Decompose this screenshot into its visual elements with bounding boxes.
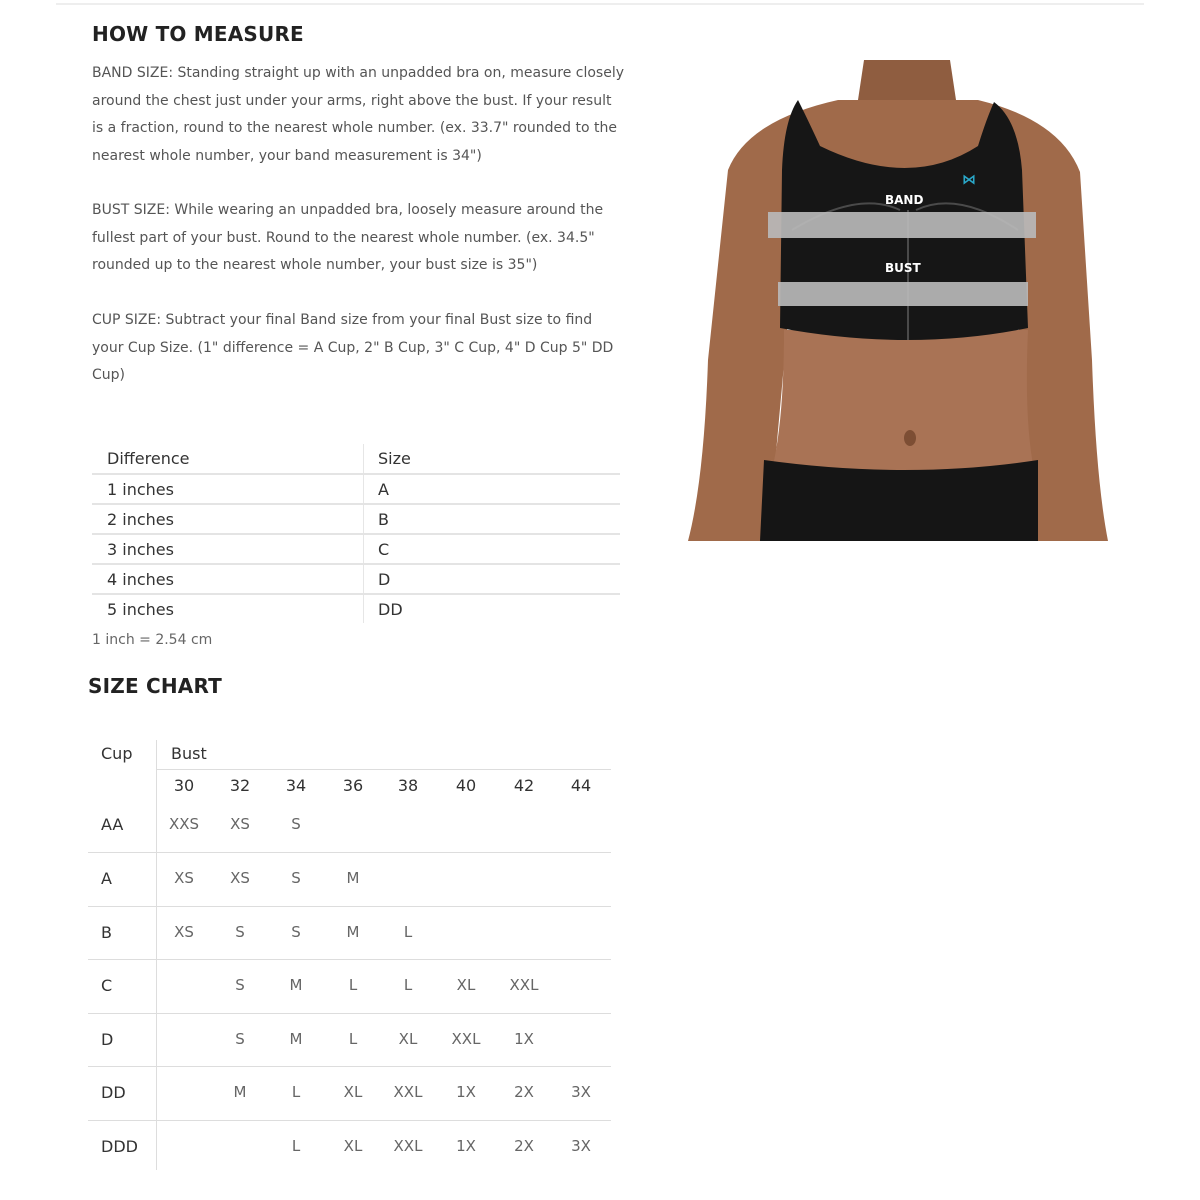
row-divider: [88, 906, 611, 907]
size-cell: XXL: [509, 976, 539, 994]
size-cell: XXL: [393, 1083, 423, 1101]
brand-logo-icon: ⋈: [962, 172, 976, 188]
inch-conversion-note: 1 inch = 2.54 cm: [92, 632, 213, 648]
size-cell: C: [364, 534, 621, 564]
band-label: BAND: [885, 193, 924, 207]
bust-size-44: 44: [570, 776, 592, 795]
size-cell: M: [346, 869, 360, 887]
row-divider: [88, 959, 611, 960]
size-cell: A: [364, 474, 621, 504]
size-header: Size: [364, 444, 621, 474]
band-size-label: BAND SIZE:: [92, 65, 174, 81]
cup-label-dd: DD: [101, 1083, 126, 1102]
size-cell: M: [289, 1030, 303, 1048]
size-cell: 1X: [456, 1137, 476, 1155]
size-cell: S: [291, 923, 301, 941]
size-cell: M: [346, 923, 360, 941]
cup-size-text: Subtract your final Band size from your final Bust size to find your Cup Size. (1" difference = A Cup, 2" B Cup, 3" C Cup, 4" D Cup 5" DD Cup): [92, 312, 614, 383]
size-cell: L: [348, 976, 358, 994]
band-size-paragraph: [92, 60, 627, 170]
difference-cell: 5 inches: [92, 594, 364, 623]
size-cell: 3X: [571, 1137, 591, 1155]
cup-column-divider: [156, 740, 157, 1170]
band-measure-strip: [768, 212, 1036, 238]
size-cell: XL: [343, 1083, 363, 1101]
size-cell: XL: [456, 976, 476, 994]
row-divider: [88, 1013, 611, 1014]
difference-cell: 1 inches: [92, 474, 364, 504]
cup-difference-table: [92, 444, 620, 623]
size-cell: S: [291, 869, 301, 887]
difference-cell: 2 inches: [92, 504, 364, 534]
size-cell: S: [291, 815, 301, 833]
size-cell: XL: [398, 1030, 418, 1048]
cup-label-d: D: [101, 1030, 114, 1049]
row-divider: [88, 852, 611, 853]
size-cell: S: [235, 923, 245, 941]
size-cell: L: [291, 1137, 301, 1155]
cup-column-header: Cup: [101, 744, 133, 763]
bust-size-40: 40: [455, 776, 477, 795]
bust-size-42: 42: [513, 776, 535, 795]
bust-size-36: 36: [342, 776, 364, 795]
size-chart-title: SIZE CHART: [88, 674, 223, 698]
measuring-model-photo: [688, 60, 1110, 541]
size-cell: XS: [230, 869, 250, 887]
cup-label-aa: AA: [101, 815, 124, 834]
cup-label-a: A: [101, 869, 112, 888]
skin-midriff: [772, 330, 1034, 470]
size-cell: 3X: [571, 1083, 591, 1101]
size-cell: S: [235, 1030, 245, 1048]
bust-size-34: 34: [285, 776, 307, 795]
size-cell: L: [348, 1030, 358, 1048]
top-divider: [56, 3, 1144, 5]
size-cell: XL: [343, 1137, 363, 1155]
size-cell: XS: [230, 815, 250, 833]
size-cell: 1X: [514, 1030, 534, 1048]
size-cell: XXS: [168, 815, 200, 833]
table-row: [92, 594, 620, 623]
size-cell: XS: [174, 869, 194, 887]
bust-size-32: 32: [229, 776, 251, 795]
size-cell: B: [364, 504, 621, 534]
size-cell: D: [364, 564, 621, 594]
table-row: [92, 534, 620, 564]
bust-size-30: 30: [173, 776, 195, 795]
table-header-row: [92, 444, 620, 474]
table-row: [92, 474, 620, 504]
model-illustration: [688, 60, 1110, 541]
size-cell: S: [235, 976, 245, 994]
size-cell: L: [403, 976, 413, 994]
difference-header: Difference: [92, 444, 364, 474]
bust-column-header: Bust: [171, 744, 207, 763]
size-cell: XXL: [451, 1030, 481, 1048]
size-chart-grid: [88, 740, 611, 1170]
size-cell: XXL: [393, 1137, 423, 1155]
size-cell: DD: [378, 599, 403, 619]
size-cell: L: [291, 1083, 301, 1101]
band-size-text: Standing straight up with an unpadded bra on, measure closely around the chest just under your arms, right above the bust. If your result is a fraction, round to the nearest whole number. (ex. 33.7" rounded to the nearest whole number, your band measurement is 34"): [92, 65, 624, 164]
size-cell: XS: [174, 923, 194, 941]
size-cell: M: [289, 976, 303, 994]
how-to-measure-title: HOW TO MEASURE: [92, 22, 304, 46]
cup-label-ddd: DDD: [101, 1137, 138, 1156]
bust-size-paragraph: [92, 197, 627, 280]
cup-size-label: CUP SIZE:: [92, 312, 162, 328]
difference-cell: 4 inches: [92, 564, 364, 594]
difference-cell: 3 inches: [92, 534, 364, 564]
row-divider: [88, 1066, 611, 1067]
table-row: [92, 564, 620, 594]
bust-size-label: BUST SIZE:: [92, 202, 170, 218]
table-row: [92, 504, 620, 534]
size-cell: M: [233, 1083, 247, 1101]
size-cell: 2X: [514, 1083, 534, 1101]
bust-size-text: While wearing an unpadded bra, loosely measure around the fullest part of your bust. Round to the nearest whole number. (ex. 34.5" rounded up to the nearest whole number, your bust size is 35"): [92, 202, 604, 273]
cup-label-b: B: [101, 923, 112, 942]
size-cell: L: [403, 923, 413, 941]
navel: [904, 430, 916, 446]
bust-measure-strip: [778, 282, 1028, 306]
size-cell: 2X: [514, 1137, 534, 1155]
size-cell: 1X: [456, 1083, 476, 1101]
bust-label: BUST: [885, 261, 921, 275]
bust-size-38: 38: [397, 776, 419, 795]
garment-bottoms: [760, 460, 1038, 541]
cup-label-c: C: [101, 976, 113, 995]
cup-size-paragraph: [92, 307, 627, 390]
bust-header-rule: [156, 769, 611, 770]
row-divider: [88, 1120, 611, 1121]
